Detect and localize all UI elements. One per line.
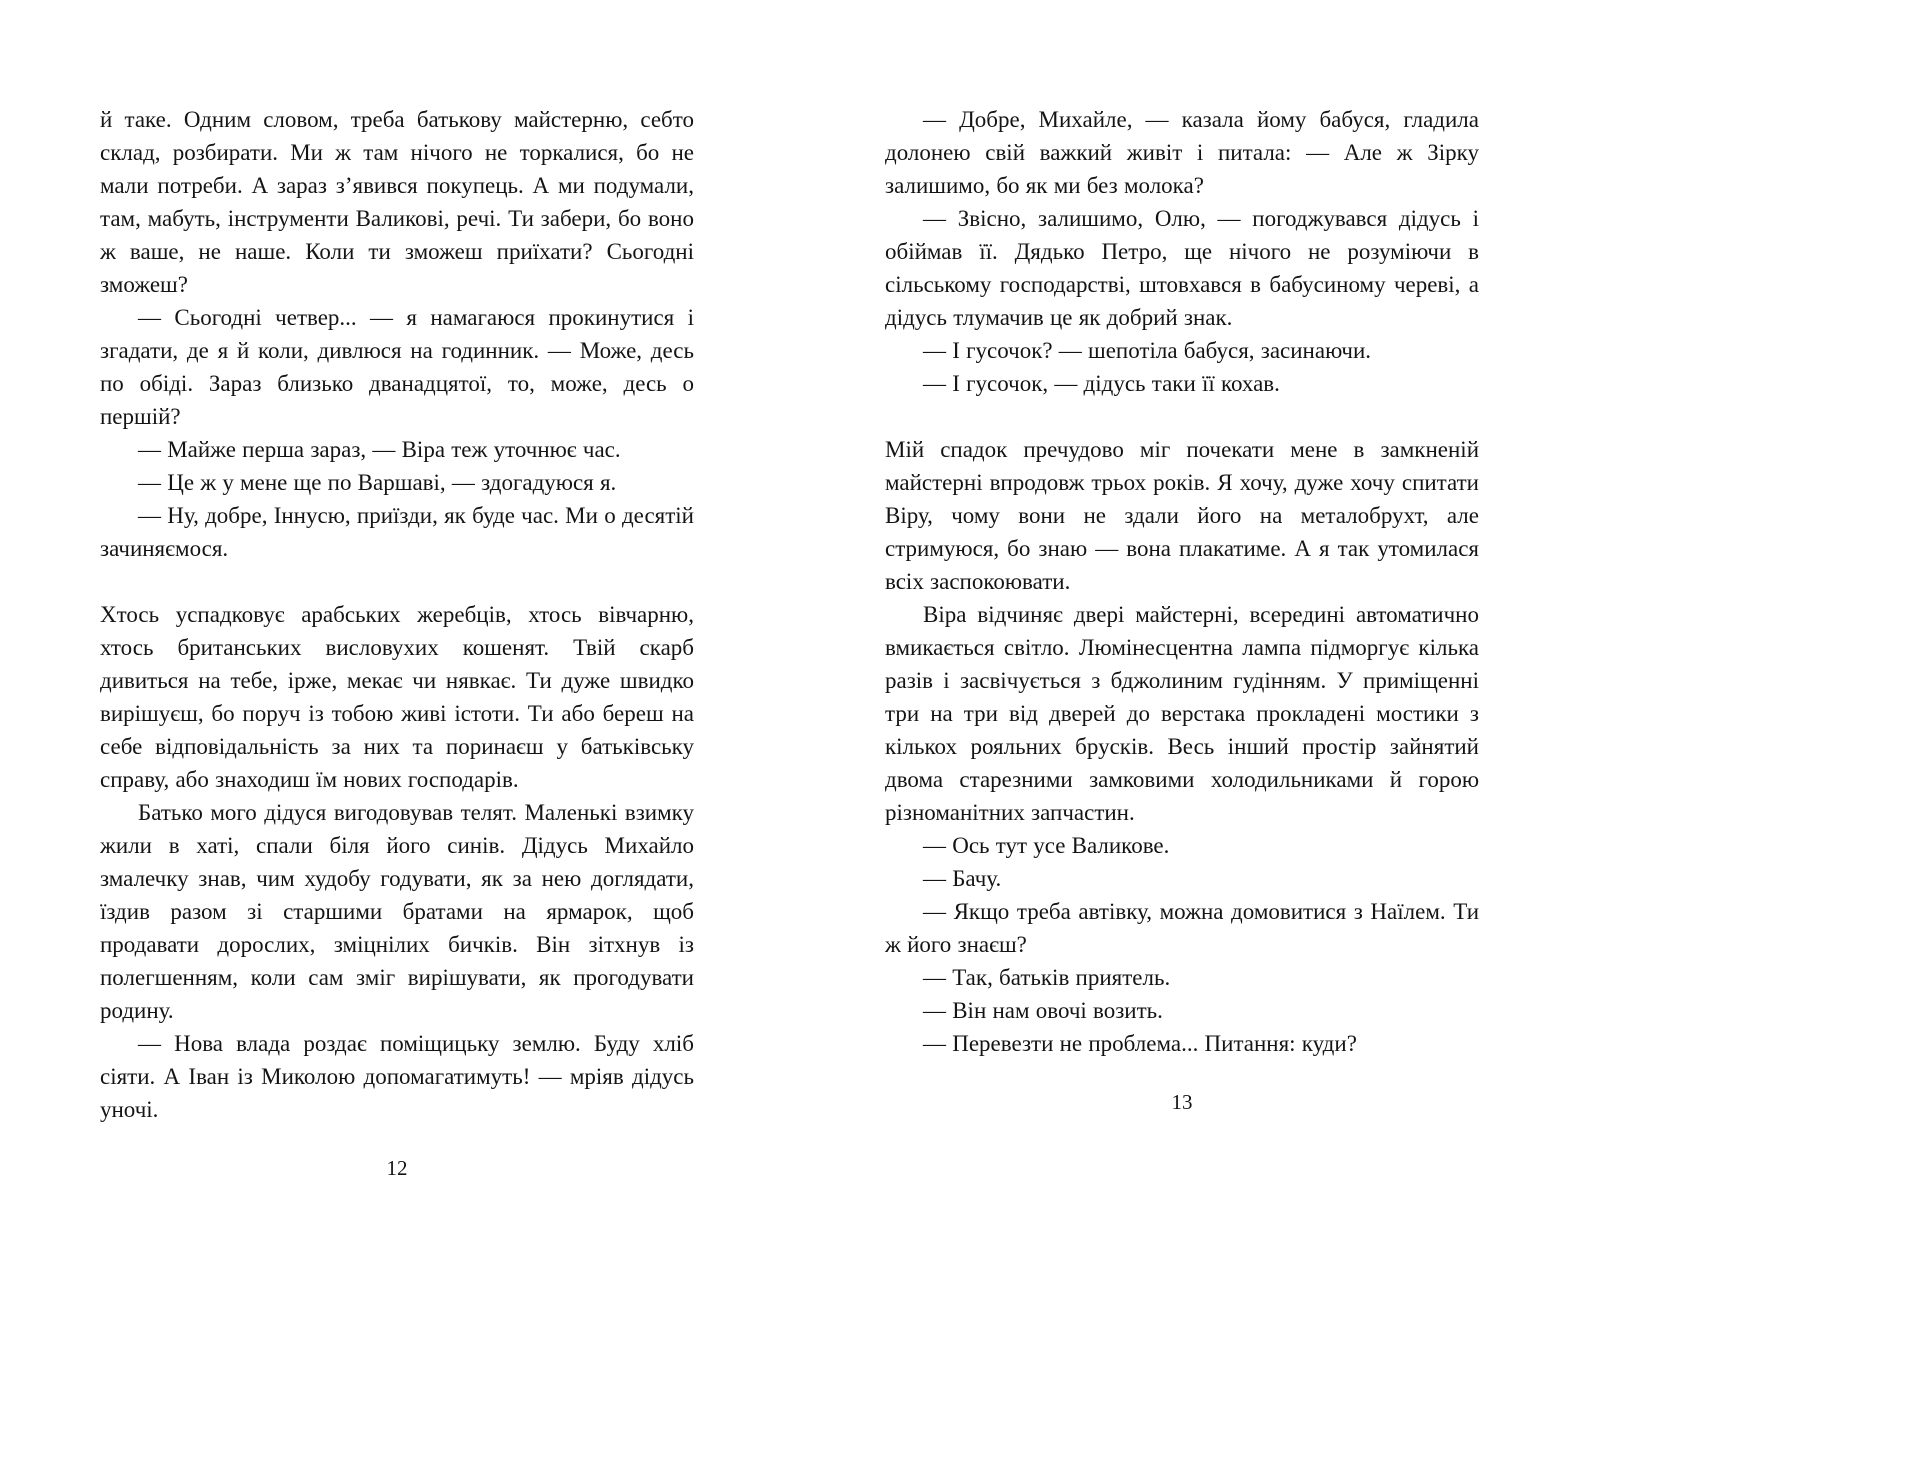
paragraph: Мій спадок пречудово міг почекати мене в замкненій майстерні впродовж трьох років. Я хочу, дуже хочу спитати Віру, чому вони не здали його на металобрухт, але стримуюся, бо знаю — вона плакатиме. А я так утомилася всіх заспокоювати. xyxy=(885,437,1479,594)
page-left-text xyxy=(100,103,694,1126)
paragraph: — Якщо треба автівку, можна домовитися з Наїлем. Ти ж його знаєш? xyxy=(885,899,1479,957)
paragraph: — Нова влада роздає поміщицьку землю. Буду хліб сіяти. А Іван із Миколою допомагатимуть! — мріяв дідусь уночі. xyxy=(100,1031,694,1122)
page-number-right: 13 xyxy=(1171,1090,1193,1114)
page-left xyxy=(100,103,694,1181)
paragraph: — І гусочок? — шепотіла бабуся, засинаючи. xyxy=(923,338,1372,363)
paragraph: — Звісно, залишимо, Олю, — погоджувався дідусь і обіймав її. Дядько Петро, ще нічого не розуміючи в сільському господарстві, штовхався в бабусиному череві, а дідусь тлумачив це як добрий знак. xyxy=(885,206,1479,330)
paragraph: — Так, батьків приятель. xyxy=(923,965,1171,990)
paragraph: — Ось тут усе Валикове. xyxy=(923,833,1170,858)
paragraph: — І гусочок, — дідусь таки її кохав. xyxy=(923,371,1280,396)
paragraph: й таке. Одним словом, треба батькову майстерню, себто склад, розбирати. Ми ж там нічого не торкалися, бо не мали потреби. А зараз з’явився покупець. А ми подумали, там, мабуть, інструменти Валикові, речі. Ти забери, бо воно ж ваше, не наше. Коли ти зможеш приїхати? Сьогодні зможеш? xyxy=(100,107,694,297)
paragraph: — Бачу. xyxy=(923,866,1002,891)
paragraph: — Ну, добре, Іннусю, приїзди, як буде час. Ми о десятій зачиняємося. xyxy=(100,503,694,561)
paragraph: Віра відчиняє двері майстерні, всередині автоматично вмикається світло. Люмінесцентна лампа підморгує кілька разів і засвічується з бджолиним гудінням. У приміщенні три на три від дверей до верстака прокладені мостики з кількох рояльних брусків. Весь інший простір зайнятий двома старезними замковими холодильниками й горою різноманітних запчастин. xyxy=(885,602,1479,825)
paragraph: — Це ж у мене ще по Варшаві, — здогадуюся я. xyxy=(138,470,617,495)
paragraph: Батько мого дідуся вигодовував телят. Маленькі взимку жили в хаті, спали біля його синів. Дідусь Михайло змалечку знав, чим худобу годувати, як за нею доглядати, їздив разом зі старшими братами на ярмарок, щоб продавати дорослих, зміцнілих бичків. Він зітхнув із полегшенням, коли сам зміг вирішувати, як прогодувати родину. xyxy=(100,800,694,1023)
page-right-text xyxy=(885,103,1479,1060)
paragraph: — Сьогодні четвер... — я намагаюся прокинутися і згадати, де я й коли, дивлюся на годинник. — Може, десь по обіді. Зараз близько дванадцятої, то, може, десь о першій? xyxy=(100,305,694,429)
paragraph: — Він нам овочі возить. xyxy=(923,998,1163,1023)
page-number-left: 12 xyxy=(386,1156,408,1180)
page-right xyxy=(885,103,1479,1115)
paragraph: Хтось успадковує арабських жеребців, хтось вівчарню, хтось британських висловухих кошенят. Твій скарб дивиться на тебе, ірже, мекає чи нявкає. Ти дуже швидко вирішуєш, бо поруч із тобою живі істоти. Ти або береш на себе відповідальність за них та поринаєш у батьківську справу, або знаходиш їм нових господарів. xyxy=(100,602,694,792)
paragraph: — Добре, Михайле, — казала йому бабуся, гладила долонею свій важкий живіт і питала: — Але ж Зірку залишимо, бо як ми без молока? xyxy=(885,107,1479,198)
paragraph: — Перевезти не проблема... Питання: куди? xyxy=(923,1031,1357,1056)
paragraph: — Майже перша зараз, — Віра теж уточнює час. xyxy=(138,437,621,462)
